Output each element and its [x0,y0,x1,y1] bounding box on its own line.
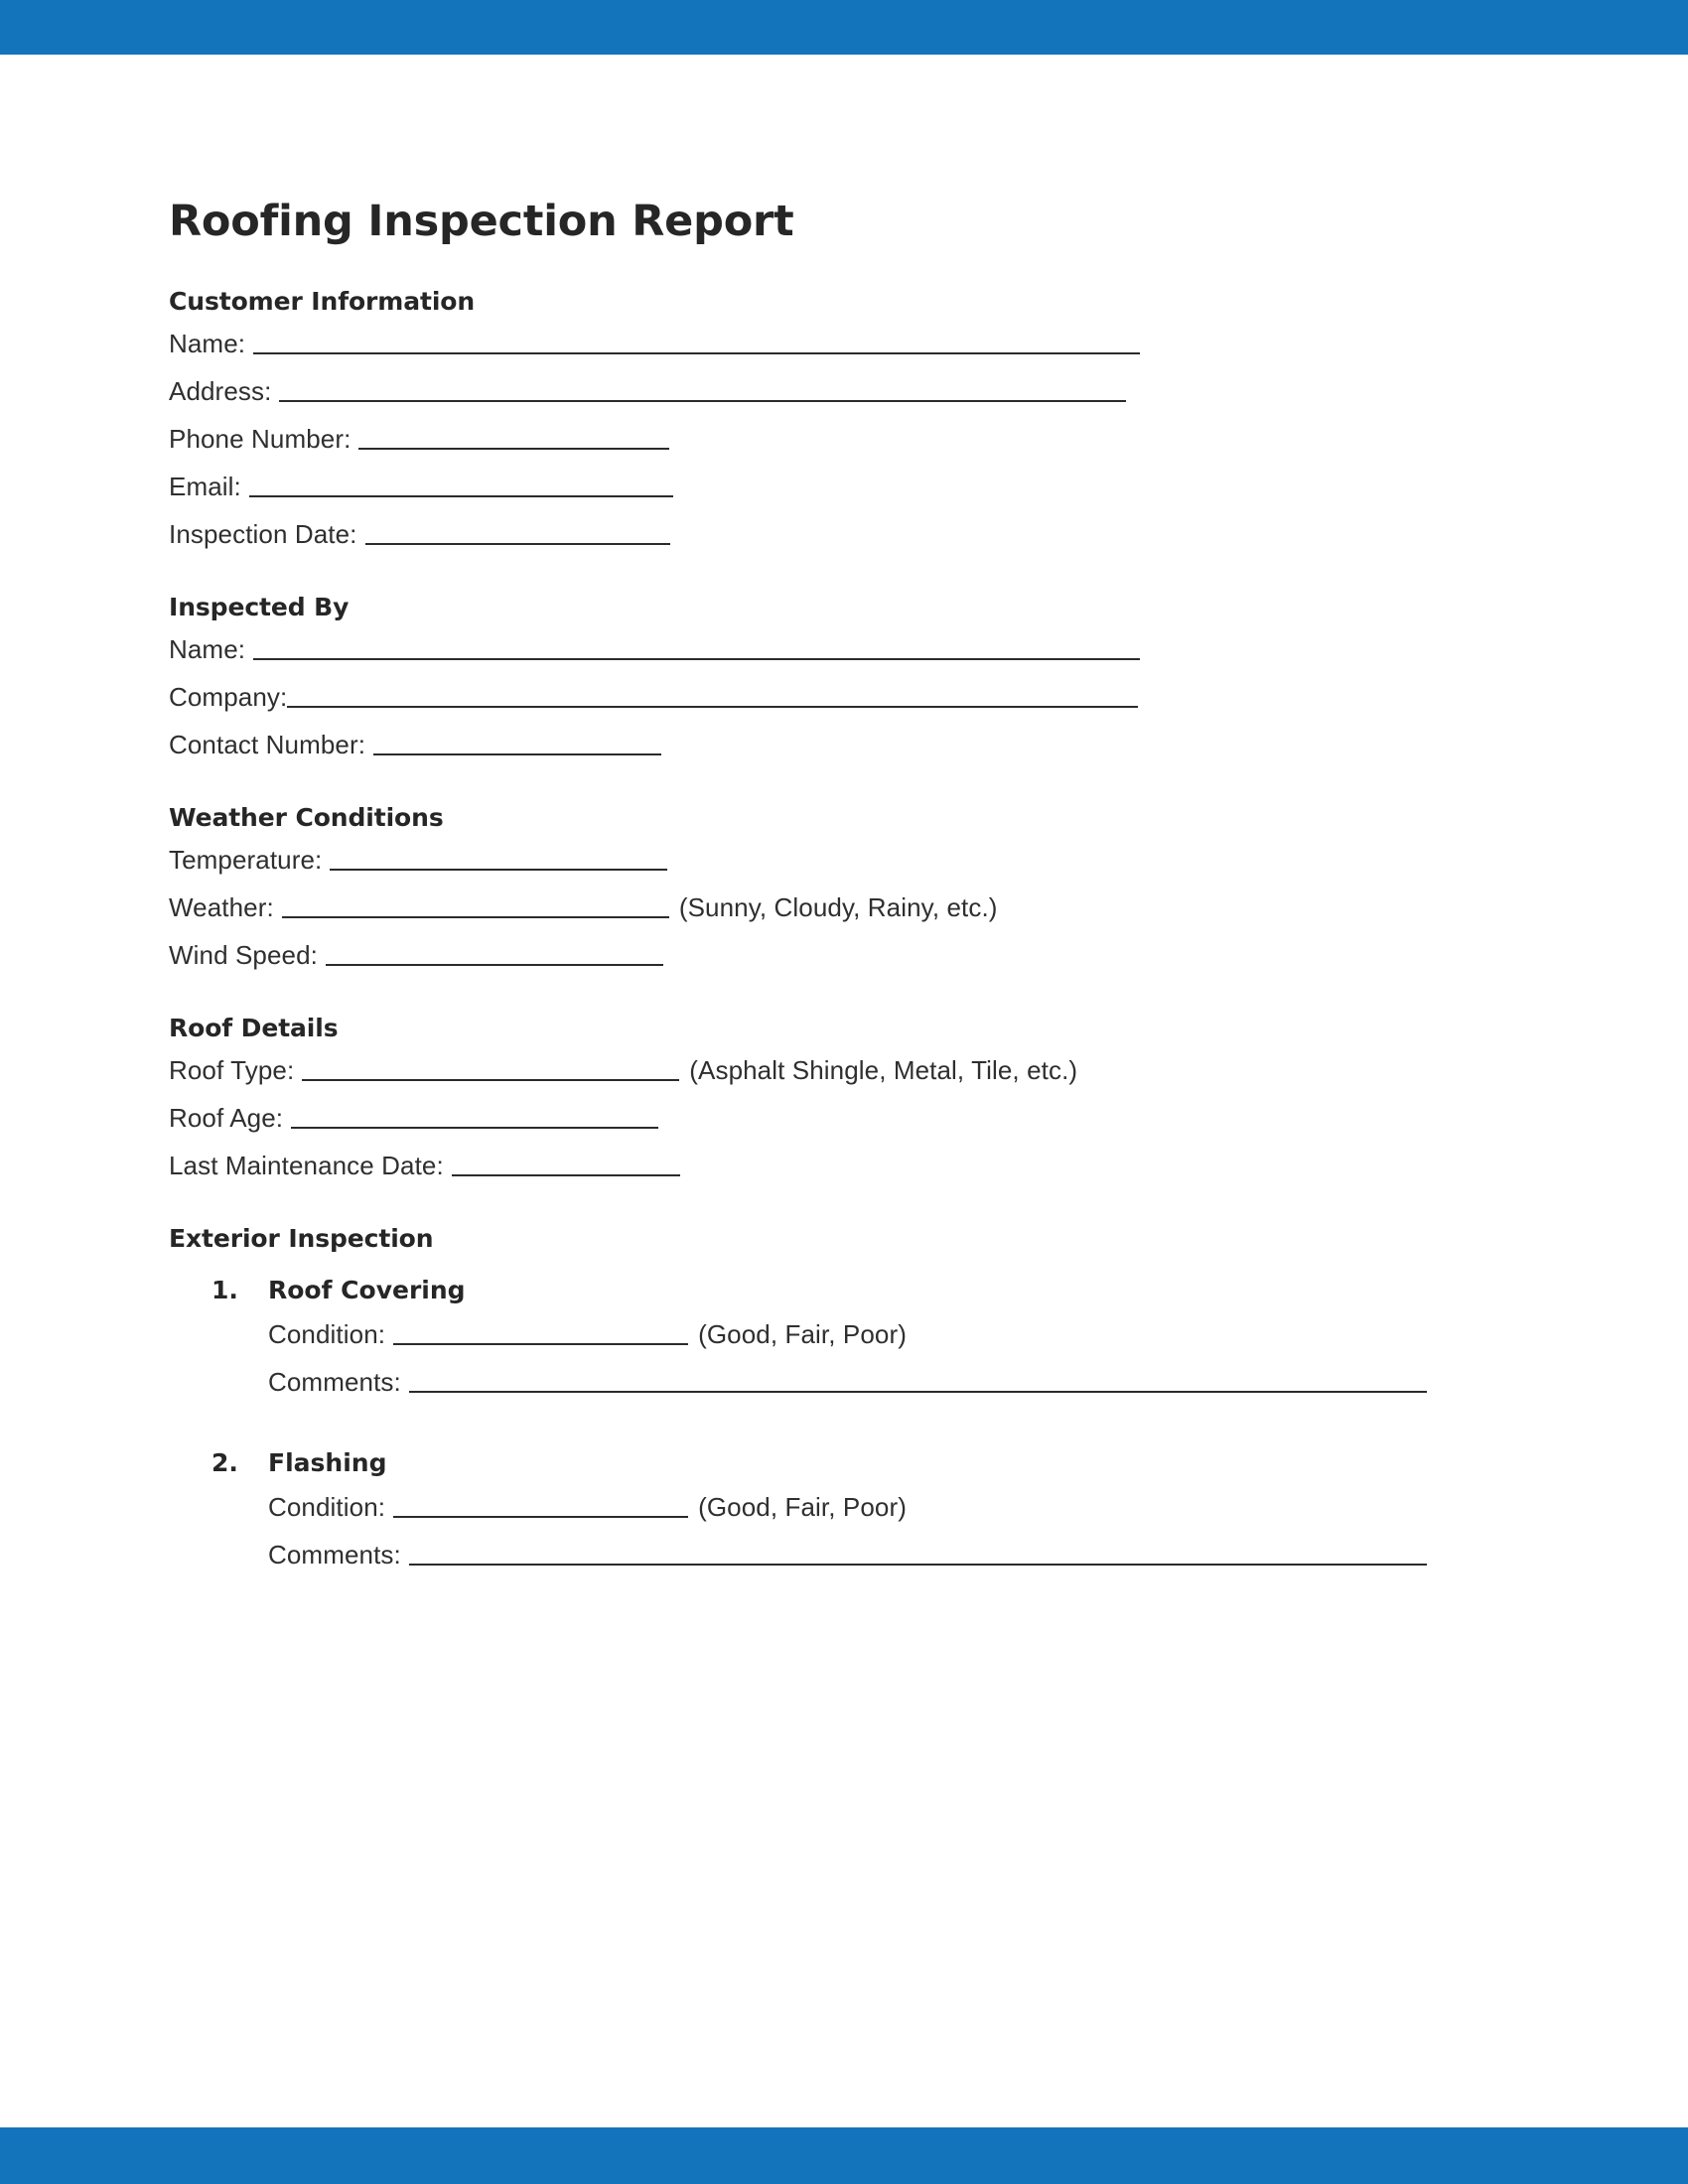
page-title: Roofing Inspection Report [169,197,794,246]
section-heading-exterior-inspection: Exterior Inspection [169,1224,434,1254]
field-label-customer-address: Address: [169,376,272,407]
field-inspection-date [169,519,1519,550]
field-line-weather[interactable] [282,896,669,918]
field-line-last-maintenance-date[interactable] [452,1155,680,1176]
field-label-inspector-name: Name: [169,634,246,665]
field-customer-email [169,472,1519,502]
footer-accent-bar [0,2127,1688,2184]
field-line-flashing-condition[interactable] [393,1496,688,1518]
field-customer-phone [169,424,1519,455]
field-line-inspector-contact[interactable] [373,734,661,755]
list-item [169,1448,1519,1568]
field-line-roof-type[interactable] [302,1059,679,1081]
list-item-number: 2. [211,1448,238,1478]
field-label-roof-type: Roof Type: [169,1055,295,1086]
field-flashing-comments [268,1542,1519,1568]
field-line-inspector-company[interactable] [287,686,1138,708]
section-weather-conditions [169,803,1519,971]
field-line-flashing-comments[interactable] [409,1544,1427,1566]
field-hint-roof-type: (Asphalt Shingle, Metal, Tile, etc.) [689,1055,1078,1086]
field-hint-weather: (Sunny, Cloudy, Rainy, etc.) [678,892,998,923]
field-label-roof-covering-condition: Condition: [268,1319,386,1350]
field-line-inspection-date[interactable] [365,523,670,545]
field-label-customer-name: Name: [169,329,246,359]
field-temperature [169,845,1519,876]
field-label-inspector-company: Company: [169,682,288,713]
field-inspector-name [169,634,1519,665]
field-line-wind-speed[interactable] [326,944,663,966]
field-customer-address [169,376,1519,407]
field-label-inspection-date: Inspection Date: [169,519,357,550]
field-wind-speed [169,940,1519,971]
field-line-customer-name[interactable] [253,333,1140,354]
section-customer-information [169,287,1519,550]
field-label-flashing-condition: Condition: [268,1492,386,1523]
section-heading-customer-information: Customer Information [169,287,476,317]
exterior-inspection-list [169,1276,1519,1568]
field-label-roof-covering-comments: Comments: [268,1367,401,1398]
field-line-customer-address[interactable] [279,380,1126,402]
section-roof-details [169,1014,1519,1181]
field-line-customer-phone[interactable] [358,428,669,450]
list-item-title: Flashing [268,1448,387,1478]
header-accent-bar [0,0,1688,55]
field-line-inspector-name[interactable] [253,638,1140,660]
field-label-inspector-contact: Contact Number: [169,730,366,760]
list-item [169,1276,1519,1398]
section-heading-inspected-by: Inspected By [169,593,350,622]
list-item-number: 1. [211,1276,238,1305]
document-page [0,55,1688,2127]
section-exterior-inspection [169,1224,1519,1568]
field-line-customer-email[interactable] [249,476,673,497]
field-label-roof-age: Roof Age: [169,1103,284,1134]
field-label-last-maintenance-date: Last Maintenance Date: [169,1151,444,1181]
field-weather [169,892,1519,923]
field-line-roof-covering-comments[interactable] [409,1371,1427,1393]
field-line-roof-age[interactable] [291,1107,658,1129]
field-inspector-company [169,682,1519,713]
section-heading-weather-conditions: Weather Conditions [169,803,444,833]
field-inspector-contact [169,730,1519,760]
section-inspected-by [169,593,1519,760]
section-heading-roof-details: Roof Details [169,1014,339,1043]
field-roof-covering-comments [268,1367,1519,1398]
field-label-customer-phone: Phone Number: [169,424,352,455]
field-line-roof-covering-condition[interactable] [393,1323,688,1345]
field-label-customer-email: Email: [169,472,241,502]
field-hint-flashing-condition: (Good, Fair, Poor) [698,1492,907,1523]
field-hint-roof-covering-condition: (Good, Fair, Poor) [698,1319,907,1350]
field-customer-name [169,329,1519,359]
field-flashing-condition [268,1492,1519,1523]
field-label-flashing-comments: Comments: [268,1540,401,1570]
field-label-wind-speed: Wind Speed: [169,940,318,971]
field-roof-type [169,1055,1519,1086]
field-roof-age [169,1103,1519,1134]
list-item-title: Roof Covering [268,1276,466,1305]
field-line-temperature[interactable] [330,849,667,871]
field-roof-covering-condition [268,1319,1519,1350]
field-label-temperature: Temperature: [169,845,323,876]
field-last-maintenance-date [169,1151,1519,1181]
field-label-weather: Weather: [169,892,274,923]
